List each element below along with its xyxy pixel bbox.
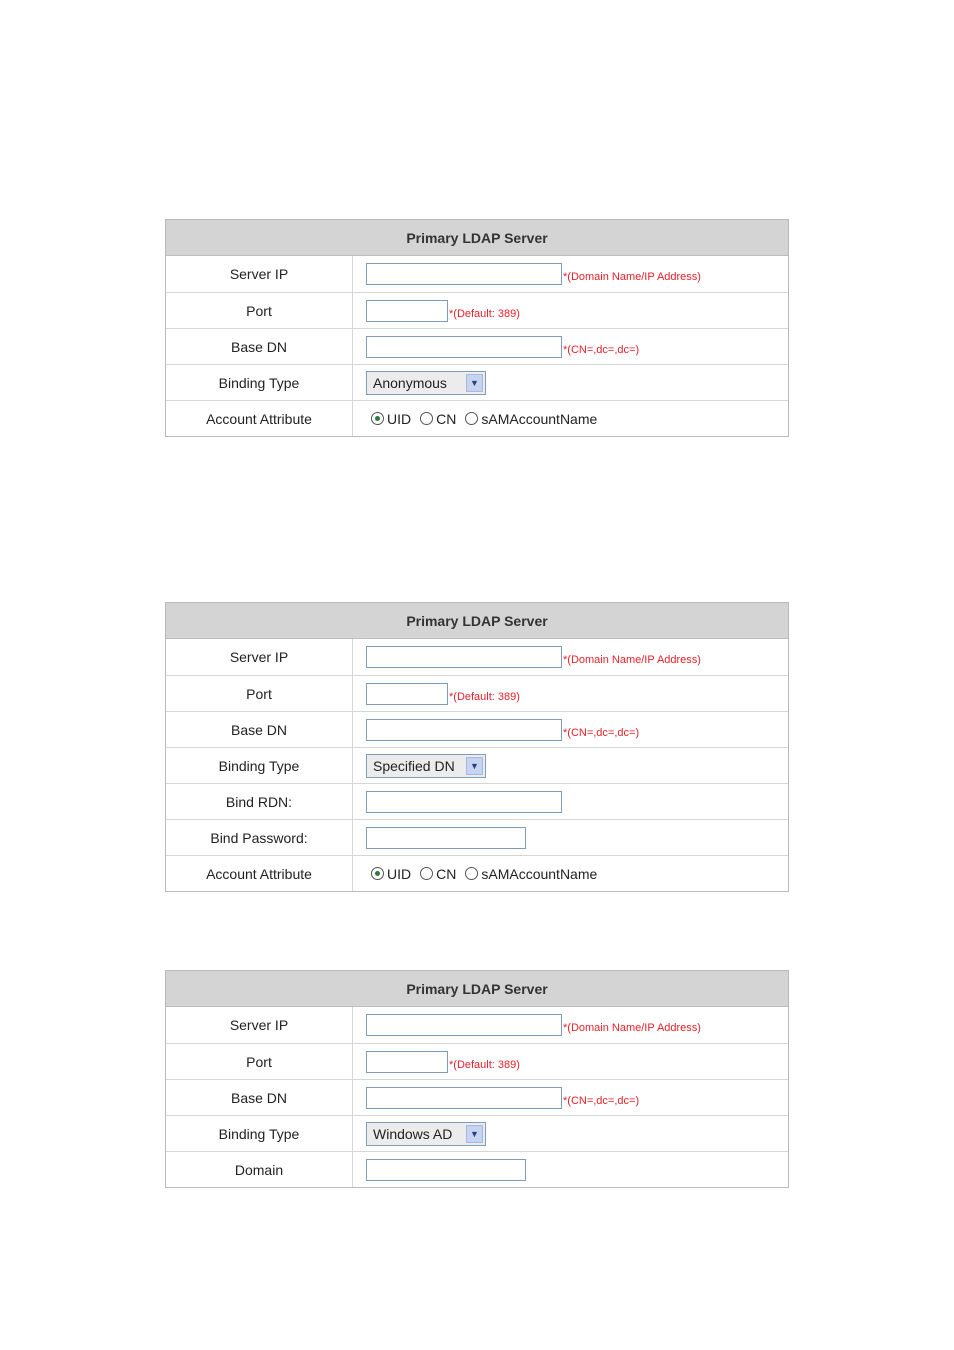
server-ip-row: [166, 1007, 788, 1043]
bind-password-row: [166, 819, 788, 855]
base-dn-label: Base DN: [166, 329, 353, 364]
port-input[interactable]: [366, 1051, 448, 1073]
base-dn-label: Base DN: [166, 712, 353, 747]
port-label: Port: [166, 1044, 353, 1079]
radio-option-uid[interactable]: [371, 411, 411, 427]
port-row: [166, 675, 788, 711]
port-hint: *(Default: 389): [449, 307, 520, 320]
server-ip-label: Server IP: [166, 256, 353, 292]
ldap-panel-windows-ad: [165, 970, 789, 1188]
domain-input[interactable]: [366, 1159, 526, 1181]
bind-rdn-input[interactable]: [366, 791, 562, 813]
binding-type-select[interactable]: [366, 371, 486, 395]
account-attribute-radio-group: [371, 866, 606, 882]
chevron-down-icon[interactable]: ▼: [466, 757, 483, 775]
base-dn-row: [166, 711, 788, 747]
account-attribute-row: [166, 855, 788, 891]
port-label: Port: [166, 293, 353, 328]
port-hint: *(Default: 389): [449, 690, 520, 703]
base-dn-hint: *(CN=,dc=,dc=): [563, 343, 640, 356]
radio-option-uid[interactable]: [371, 866, 411, 882]
server-ip-hint: *(Domain Name/IP Address): [563, 271, 701, 283]
binding-type-value: Windows AD: [373, 1125, 453, 1142]
port-input[interactable]: [366, 683, 448, 705]
base-dn-label: Base DN: [166, 1080, 353, 1115]
base-dn-row: [166, 1079, 788, 1115]
ldap-panel-specified-dn: [165, 602, 789, 892]
domain-row: [166, 1151, 788, 1187]
server-ip-hint: *(Domain Name/IP Address): [563, 654, 701, 666]
server-ip-label: Server IP: [166, 1007, 353, 1043]
radio-samaccountname[interactable]: [465, 867, 478, 880]
server-ip-input[interactable]: [366, 646, 562, 668]
binding-type-select[interactable]: [366, 1122, 486, 1146]
radio-cn[interactable]: [420, 412, 433, 425]
port-label: Port: [166, 676, 353, 711]
domain-label: Domain: [166, 1152, 353, 1187]
binding-type-value: Specified DN: [373, 757, 455, 774]
port-hint: *(Default: 389): [449, 1058, 520, 1071]
radio-option-cn[interactable]: [420, 866, 456, 882]
account-attribute-row: [166, 400, 788, 436]
server-ip-input[interactable]: [366, 1014, 562, 1036]
binding-type-row: [166, 747, 788, 783]
port-row: [166, 1043, 788, 1079]
radio-samaccountname-label: sAMAccountName: [481, 410, 598, 427]
radio-option-samaccountname[interactable]: [465, 866, 597, 882]
account-attribute-radio-group: [371, 411, 606, 427]
chevron-down-icon[interactable]: ▼: [466, 1125, 483, 1143]
radio-uid-label: UID: [387, 410, 412, 427]
radio-option-cn[interactable]: [420, 411, 456, 427]
base-dn-input[interactable]: [366, 336, 562, 358]
port-row: [166, 292, 788, 328]
binding-type-label: Binding Type: [166, 748, 353, 783]
server-ip-label: Server IP: [166, 639, 353, 675]
base-dn-input[interactable]: [366, 719, 562, 741]
radio-cn[interactable]: [420, 867, 433, 880]
server-ip-hint: *(Domain Name/IP Address): [563, 1022, 701, 1034]
server-ip-input[interactable]: [366, 263, 562, 285]
binding-type-select[interactable]: [366, 754, 486, 778]
server-ip-row: [166, 256, 788, 292]
panel-title: Primary LDAP Server: [166, 603, 788, 639]
base-dn-row: [166, 328, 788, 364]
radio-uid[interactable]: [371, 412, 384, 425]
radio-uid-label: UID: [387, 865, 412, 882]
radio-samaccountname-label: sAMAccountName: [481, 865, 598, 882]
chevron-down-icon[interactable]: ▼: [466, 374, 483, 392]
server-ip-row: [166, 639, 788, 675]
radio-uid[interactable]: [371, 867, 384, 880]
panel-title: Primary LDAP Server: [166, 220, 788, 256]
account-attribute-label: Account Attribute: [166, 856, 353, 891]
panel-title: Primary LDAP Server: [166, 971, 788, 1007]
radio-cn-label: CN: [436, 410, 457, 427]
base-dn-hint: *(CN=,dc=,dc=): [563, 726, 640, 739]
radio-option-samaccountname[interactable]: [465, 411, 597, 427]
bind-password-input[interactable]: [366, 827, 526, 849]
radio-samaccountname[interactable]: [465, 412, 478, 425]
account-attribute-label: Account Attribute: [166, 401, 353, 436]
ldap-panel-anonymous: [165, 219, 789, 437]
radio-cn-label: CN: [436, 865, 457, 882]
binding-type-label: Binding Type: [166, 1116, 353, 1151]
binding-type-value: Anonymous: [373, 374, 447, 391]
bind-password-label: Bind Password:: [166, 820, 353, 855]
binding-type-row: [166, 1115, 788, 1151]
base-dn-hint: *(CN=,dc=,dc=): [563, 1094, 640, 1107]
port-input[interactable]: [366, 300, 448, 322]
bind-rdn-label: Bind RDN:: [166, 784, 353, 819]
binding-type-row: [166, 364, 788, 400]
binding-type-label: Binding Type: [166, 365, 353, 400]
bind-rdn-row: [166, 783, 788, 819]
base-dn-input[interactable]: [366, 1087, 562, 1109]
